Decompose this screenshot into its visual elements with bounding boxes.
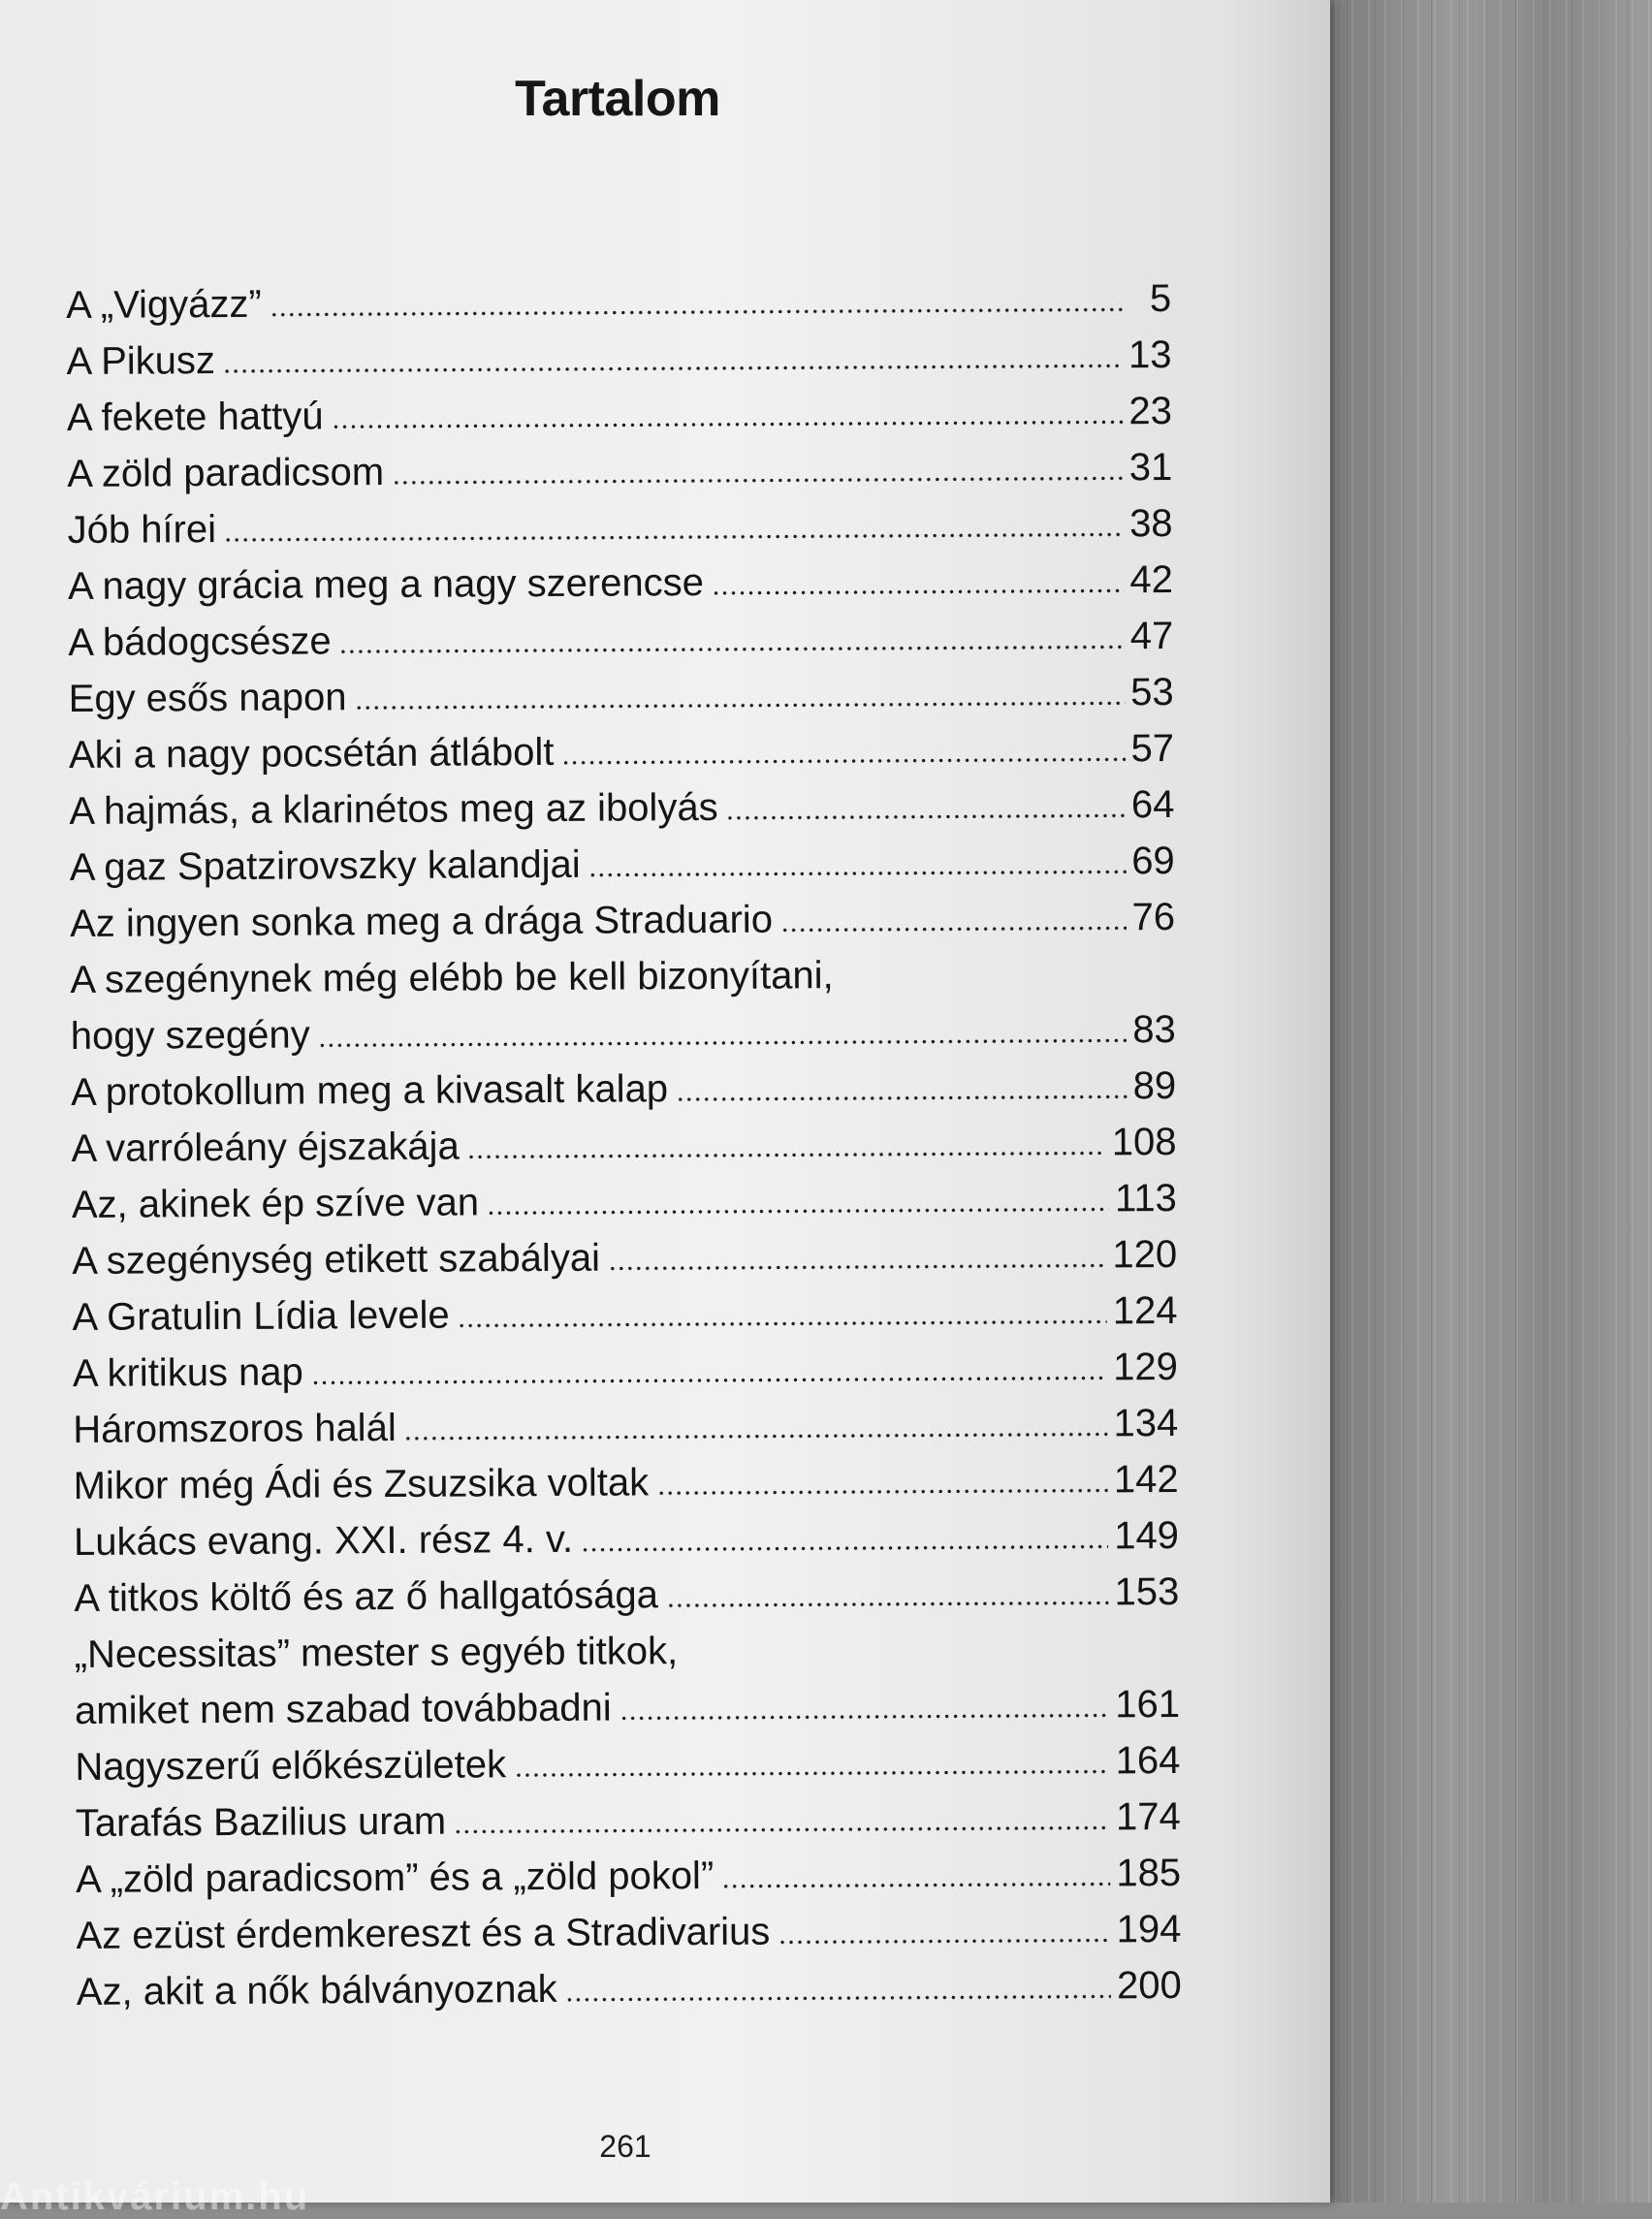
toc-entry-title: A „zöld paradicsom” és a „zöld pokol”: [75, 1854, 715, 1901]
toc-entry-title: Mikor még Ádi és Zsuzsika voltak: [73, 1461, 650, 1507]
toc-entry-title: Lukács evang. XXI. rész 4. v.: [73, 1517, 574, 1564]
page-number: 261: [599, 2129, 651, 2164]
toc-entry-page: 53: [1130, 671, 1174, 714]
dot-leader: [487, 1206, 1109, 1216]
toc-entry: [68, 602, 1173, 665]
dot-leader: [588, 869, 1127, 877]
toc-entry: [72, 1220, 1177, 1284]
toc-entry: [77, 1951, 1182, 2014]
toc-entry-page: 89: [1132, 1064, 1177, 1108]
toc-entry: [67, 490, 1172, 553]
toc-entry-title: Az, akit a nők bálványoznak: [76, 1967, 557, 2013]
dot-leader: [561, 756, 1125, 766]
toc-entry-page: 124: [1112, 1289, 1178, 1333]
toc-entry-title: A titkos költő és az ő hallgatósága: [74, 1573, 659, 1620]
toc-entry-page: 194: [1116, 1908, 1182, 1951]
toc-entry-page: 42: [1129, 558, 1174, 602]
toc-entry: [71, 1052, 1176, 1115]
table-of-contents: [66, 265, 1182, 2014]
dot-leader: [666, 1600, 1109, 1608]
toc-entry: [71, 996, 1176, 1059]
toc-entry-title: A protokollum meg a kivasalt kalap: [71, 1067, 669, 1114]
dot-leader: [458, 1318, 1107, 1328]
toc-entry-title: A zöld paradicsom: [67, 450, 385, 495]
toc-entry-title: Az, akinek ép szíve van: [71, 1181, 480, 1226]
toc-entry-page: 69: [1131, 840, 1175, 883]
toc-entry: [71, 1108, 1176, 1171]
toc-entry-first-line: [70, 939, 1175, 1002]
toc-entry-title: „Necessitas” mester s egyéb titkok,: [74, 1630, 679, 1676]
toc-entry: [76, 1783, 1181, 1846]
dot-leader: [721, 1881, 1110, 1888]
toc-entry-title: Tarafás Bazilius uram: [75, 1799, 447, 1845]
dot-leader: [656, 1487, 1108, 1496]
dot-leader: [392, 475, 1124, 486]
toc-entry-page: 57: [1130, 727, 1175, 771]
toc-entry-title: Az ezüst érdemkereszt és a Stradivarius: [76, 1910, 771, 1957]
dot-leader: [270, 306, 1127, 317]
toc-entry: [68, 546, 1173, 609]
toc-entry: [69, 714, 1174, 777]
dot-leader: [608, 1262, 1107, 1271]
toc-entry-page: 200: [1116, 1964, 1182, 2008]
toc-entry-title: hogy szegény: [70, 1013, 310, 1058]
wood-background: [1318, 0, 1652, 2203]
dot-leader: [467, 1150, 1106, 1159]
toc-entry-title: Jób hírei: [67, 508, 217, 552]
toc-entry: [73, 1445, 1178, 1508]
dot-leader: [332, 419, 1124, 429]
toc-entry: [76, 1895, 1181, 1958]
dot-leader: [780, 925, 1127, 933]
toc-entry: [74, 1502, 1179, 1565]
toc-entry: [67, 377, 1172, 440]
toc-entry: [67, 433, 1172, 496]
dot-leader: [318, 1037, 1128, 1048]
toc-entry-title: A fekete hattyú: [66, 395, 324, 439]
toc-entry: [75, 1670, 1180, 1733]
dot-leader: [311, 1375, 1107, 1385]
toc-entry: [76, 1839, 1181, 1902]
toc-entry: [68, 658, 1173, 721]
toc-entry-page: 185: [1116, 1852, 1182, 1895]
toc-entry-title: A szegénység etikett szabályai: [72, 1236, 601, 1283]
toc-entry: [73, 1389, 1178, 1452]
dot-leader: [514, 1768, 1110, 1778]
page-title: Tartalom: [515, 71, 720, 127]
dot-leader: [454, 1824, 1110, 1834]
toc-entry-page: 23: [1128, 390, 1173, 433]
dot-leader: [565, 1993, 1111, 2002]
toc-entry-page: 64: [1130, 783, 1175, 827]
toc-entry-title: A Gratulin Lídia levele: [72, 1293, 450, 1339]
toc-entry-title: A nagy grácia meg a nagy szerencse: [67, 560, 705, 608]
toc-entry-title: Az ingyen sonka meg a drága Straduario: [69, 898, 774, 945]
toc-entry: [72, 1277, 1177, 1340]
toc-entry-title: Háromszoros halál: [73, 1406, 397, 1451]
toc-entry-page: 142: [1113, 1458, 1179, 1502]
toc-entry: [66, 265, 1171, 328]
dot-leader: [339, 644, 1125, 654]
dot-leader: [676, 1094, 1128, 1102]
toc-entry-title: A „Vigyázz”: [66, 282, 262, 327]
toc-entry-title: Egy esős napon: [68, 676, 347, 720]
toc-entry: [73, 1333, 1178, 1396]
dot-leader: [581, 1543, 1108, 1552]
toc-entry-page: 31: [1128, 446, 1173, 490]
toc-entry-page: 149: [1114, 1514, 1180, 1558]
toc-entry-page: 13: [1128, 333, 1172, 377]
toc-entry: [75, 1727, 1180, 1790]
toc-entry-title: A gaz Spatzirovszky kalandjai: [69, 842, 581, 889]
dot-leader: [778, 1937, 1110, 1945]
toc-entry-title: A szegénynek még elébb be kell bizonyítani,: [70, 954, 834, 1001]
toc-entry-page: 47: [1129, 615, 1174, 658]
dot-leader: [712, 587, 1125, 596]
toc-entry-page: 108: [1111, 1121, 1177, 1164]
toc-entry-title: A hajmás, a klarinétos meg az ibolyás: [69, 785, 718, 833]
toc-entry-page: 5: [1149, 277, 1172, 321]
watermark: Antikvárium.hu: [0, 2175, 310, 2218]
dot-leader: [620, 1712, 1110, 1721]
toc-entry-title: A Pikusz: [66, 339, 216, 383]
toc-entry-page: 129: [1113, 1346, 1179, 1389]
dot-leader: [223, 363, 1123, 374]
toc-entry-title: A bádogcsésze: [68, 619, 332, 664]
toc-entry-page: 83: [1132, 1008, 1176, 1052]
toc-entry-page: 161: [1115, 1683, 1181, 1727]
toc-entry-page: 38: [1128, 502, 1173, 546]
toc-entry-page: 153: [1114, 1570, 1180, 1614]
toc-entry-page: 113: [1114, 1177, 1177, 1220]
toc-entry: [70, 827, 1175, 890]
toc-entry-page: 76: [1131, 896, 1176, 939]
toc-entry-title: A kritikus nap: [72, 1350, 303, 1395]
toc-entry: [70, 883, 1175, 946]
toc-entry: [69, 771, 1174, 834]
toc-entry-first-line: [75, 1614, 1180, 1677]
toc-entry-page: 134: [1113, 1402, 1179, 1445]
dot-leader: [726, 812, 1126, 821]
toc-entry-title: A varróleány éjszakája: [71, 1125, 460, 1170]
dot-leader: [224, 531, 1124, 543]
toc-entry-page: 174: [1115, 1795, 1181, 1839]
toc-entry-title: Aki a nagy pocsétán átlábolt: [68, 730, 555, 777]
toc-entry-page: 120: [1112, 1233, 1178, 1277]
toc-entry: [74, 1558, 1179, 1621]
toc-entry-title: Nagyszerű előkészületek: [75, 1743, 507, 1789]
toc-entry: [72, 1164, 1177, 1227]
dot-leader: [404, 1431, 1108, 1441]
dot-leader: [355, 700, 1126, 711]
toc-entry-page: 164: [1115, 1739, 1181, 1783]
toc-entry: [66, 321, 1171, 384]
toc-entry-title: amiket nem szabad továbbadni: [74, 1686, 612, 1732]
